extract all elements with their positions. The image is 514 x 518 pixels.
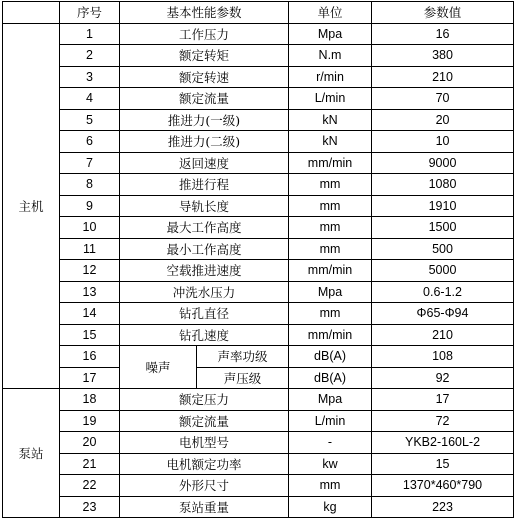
row-param: 泵站重量 xyxy=(120,496,289,518)
row-value: 15 xyxy=(372,453,514,475)
row-unit: r/min xyxy=(289,66,372,88)
header-row xyxy=(3,2,514,24)
row-unit: mm xyxy=(289,238,372,260)
row-unit: Mpa xyxy=(289,389,372,411)
row-index: 11 xyxy=(60,238,120,260)
row-index: 23 xyxy=(60,496,120,518)
row-value: 108 xyxy=(372,346,514,368)
row-unit: mm xyxy=(289,174,372,196)
row-param: 额定流量 xyxy=(120,88,289,110)
row-index: 21 xyxy=(60,453,120,475)
row-index: 14 xyxy=(60,303,120,325)
table-row xyxy=(3,389,514,411)
row-unit: L/min xyxy=(289,88,372,110)
row-param: 电机额定功率 xyxy=(120,453,289,475)
group-pump-label: 泵站 xyxy=(3,389,60,518)
row-value: 500 xyxy=(372,238,514,260)
row-index: 9 xyxy=(60,195,120,217)
row-value: YKB2-160L-2 xyxy=(372,432,514,454)
table-row xyxy=(3,475,514,497)
group-main-label: 主机 xyxy=(3,23,60,389)
row-index: 4 xyxy=(60,88,120,110)
row-unit: Mpa xyxy=(289,23,372,45)
row-value: 0.6-1.2 xyxy=(372,281,514,303)
row-value: 72 xyxy=(372,410,514,432)
table-row xyxy=(3,217,514,239)
noise-label: 噪声 xyxy=(120,346,197,389)
row-param: 最大工作高度 xyxy=(120,217,289,239)
row-value: 5000 xyxy=(372,260,514,282)
row-value: 10 xyxy=(372,131,514,153)
row-value: 9000 xyxy=(372,152,514,174)
table-row xyxy=(3,260,514,282)
row-param: 导轨长度 xyxy=(120,195,289,217)
row-unit: mm/min xyxy=(289,260,372,282)
table-row xyxy=(3,346,514,368)
table-row xyxy=(3,453,514,475)
header-param: 基本性能参数 xyxy=(120,2,289,24)
table-row xyxy=(3,88,514,110)
table-row xyxy=(3,152,514,174)
row-unit: kw xyxy=(289,453,372,475)
row-param: 推进力(一级) xyxy=(120,109,289,131)
spec-table xyxy=(2,1,514,518)
table-row xyxy=(3,281,514,303)
table-row xyxy=(3,109,514,131)
row-unit: kg xyxy=(289,496,372,518)
row-param: 额定转速 xyxy=(120,66,289,88)
row-unit: mm xyxy=(289,217,372,239)
row-index: 10 xyxy=(60,217,120,239)
table-row xyxy=(3,174,514,196)
table-row xyxy=(3,238,514,260)
row-unit: N.m xyxy=(289,45,372,67)
row-value: 70 xyxy=(372,88,514,110)
row-value: 1910 xyxy=(372,195,514,217)
row-index: 16 xyxy=(60,346,120,368)
header-unit: 单位 xyxy=(289,2,372,24)
row-index: 5 xyxy=(60,109,120,131)
row-unit: L/min xyxy=(289,410,372,432)
row-unit: kN xyxy=(289,109,372,131)
row-value: 1080 xyxy=(372,174,514,196)
row-value: 380 xyxy=(372,45,514,67)
row-index: 13 xyxy=(60,281,120,303)
row-index: 18 xyxy=(60,389,120,411)
row-index: 2 xyxy=(60,45,120,67)
table-row xyxy=(3,45,514,67)
row-unit: Mpa xyxy=(289,281,372,303)
row-value: 92 xyxy=(372,367,514,389)
row-value: 20 xyxy=(372,109,514,131)
row-param: 推进力(二级) xyxy=(120,131,289,153)
header-group-cell xyxy=(3,2,60,24)
row-param: 工作压力 xyxy=(120,23,289,45)
row-unit: mm/min xyxy=(289,152,372,174)
row-index: 12 xyxy=(60,260,120,282)
row-value: 1370*460*790 xyxy=(372,475,514,497)
row-param: 声压级 xyxy=(197,367,289,389)
row-index: 20 xyxy=(60,432,120,454)
table-row xyxy=(3,410,514,432)
row-value: 1500 xyxy=(372,217,514,239)
table-row xyxy=(3,66,514,88)
row-value: 16 xyxy=(372,23,514,45)
row-value: 223 xyxy=(372,496,514,518)
row-value: Φ65-Φ94 xyxy=(372,303,514,325)
row-unit: mm xyxy=(289,195,372,217)
row-unit: dB(A) xyxy=(289,346,372,368)
row-param: 额定转矩 xyxy=(120,45,289,67)
row-param: 最小工作高度 xyxy=(120,238,289,260)
table-row xyxy=(3,195,514,217)
row-unit: - xyxy=(289,432,372,454)
row-param: 冲洗水压力 xyxy=(120,281,289,303)
table-row xyxy=(3,303,514,325)
table-row xyxy=(3,496,514,518)
row-value: 210 xyxy=(372,66,514,88)
row-unit: mm xyxy=(289,475,372,497)
table-row xyxy=(3,131,514,153)
table-row xyxy=(3,23,514,45)
row-index: 17 xyxy=(60,367,120,389)
row-param: 钻孔直径 xyxy=(120,303,289,325)
row-unit: dB(A) xyxy=(289,367,372,389)
table-row xyxy=(3,324,514,346)
row-unit: mm/min xyxy=(289,324,372,346)
row-param: 外形尺寸 xyxy=(120,475,289,497)
table-row xyxy=(3,367,514,389)
row-index: 22 xyxy=(60,475,120,497)
row-index: 7 xyxy=(60,152,120,174)
table-row xyxy=(3,432,514,454)
row-index: 6 xyxy=(60,131,120,153)
row-index: 15 xyxy=(60,324,120,346)
header-index: 序号 xyxy=(60,2,120,24)
row-param: 返回速度 xyxy=(120,152,289,174)
row-param: 额定流量 xyxy=(120,410,289,432)
row-index: 3 xyxy=(60,66,120,88)
row-unit: mm xyxy=(289,303,372,325)
row-index: 1 xyxy=(60,23,120,45)
row-param: 电机型号 xyxy=(120,432,289,454)
row-value: 210 xyxy=(372,324,514,346)
row-param: 推进行程 xyxy=(120,174,289,196)
row-index: 19 xyxy=(60,410,120,432)
row-param: 钻孔速度 xyxy=(120,324,289,346)
row-param: 空载推进速度 xyxy=(120,260,289,282)
row-param: 额定压力 xyxy=(120,389,289,411)
header-value: 参数值 xyxy=(372,2,514,24)
row-index: 8 xyxy=(60,174,120,196)
row-param: 声率功级 xyxy=(197,346,289,368)
row-value: 17 xyxy=(372,389,514,411)
row-unit: kN xyxy=(289,131,372,153)
